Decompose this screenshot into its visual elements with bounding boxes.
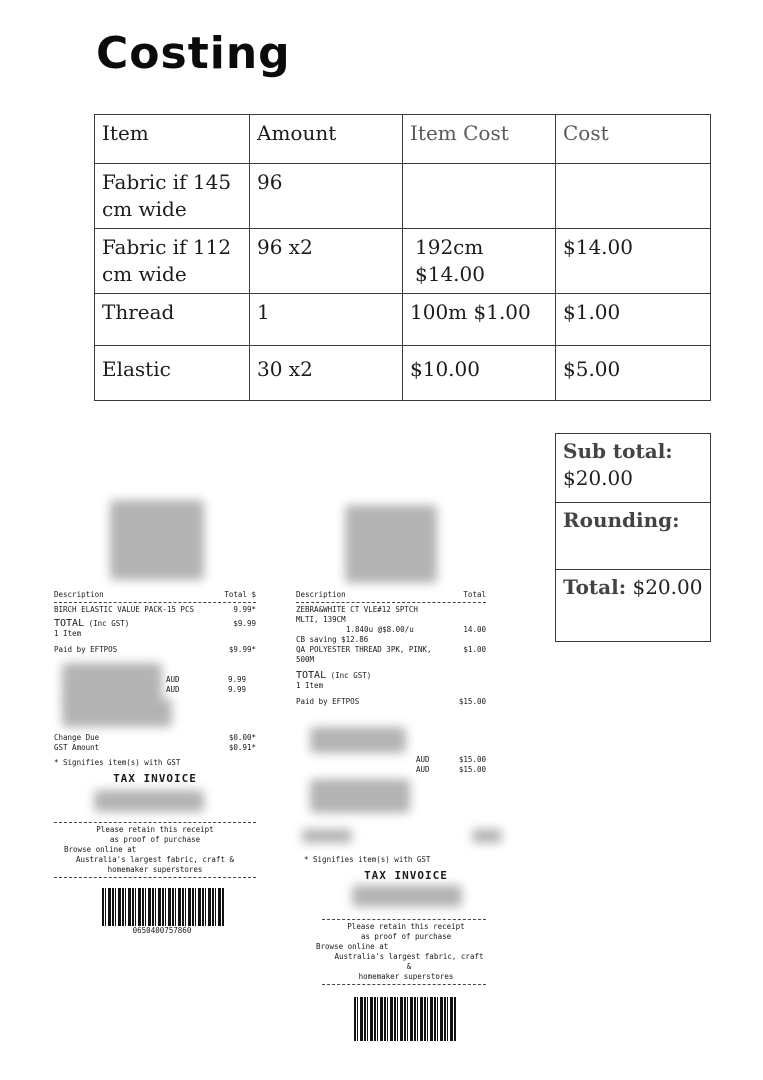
r2-col-total: Total — [463, 590, 486, 599]
r2-aud1: AUD — [416, 755, 430, 764]
r1-item-price: 9.99* — [233, 605, 256, 614]
subtotal-label: Sub total: — [563, 439, 673, 463]
r2-tax-invoice: TAX INVOICE — [364, 869, 448, 882]
r1-total-value: $9.99 — [233, 619, 256, 628]
r1-col-total: Total $ — [224, 590, 256, 599]
r2-item2: QA POLYESTER THREAD 3PK, PINK, — [296, 645, 432, 654]
r2-footer2: as proof of purchase — [360, 932, 452, 941]
divider — [54, 877, 256, 878]
blurred-terminal-id-left — [302, 829, 352, 843]
header-item-cost: Item Cost — [403, 115, 556, 164]
cell-item-cost — [403, 164, 556, 229]
divider — [322, 984, 486, 985]
table-row — [95, 229, 711, 294]
blurred-terminal-details — [62, 699, 172, 727]
header-amount: Amount — [250, 115, 403, 164]
cell-amount: 30 x2 — [250, 346, 403, 401]
r1-aud1: AUD — [166, 675, 180, 684]
r2-item1-qty: 1.840u @$8.00/u — [346, 625, 414, 634]
total-value: $20.00 — [632, 575, 703, 599]
cell-cost: $5.00 — [556, 346, 711, 401]
blurred-eftpos-details-2 — [310, 727, 406, 753]
cell-cost — [556, 164, 711, 229]
r1-footer2: as proof of purchase — [109, 835, 201, 844]
rounding-label: Rounding: — [563, 508, 680, 532]
blurred-store-address-1 — [94, 790, 204, 812]
subtotal-cell — [556, 434, 710, 503]
cell-item-cost: 192cm $14.00 — [403, 229, 556, 294]
total-label: Total: — [563, 575, 627, 599]
subtotal-value: $20.00 — [563, 466, 633, 490]
r2-item1-b: MLTI, 139CM — [296, 615, 346, 624]
cell-item-cost: 100m $1.00 — [403, 294, 556, 346]
cell-item: Thread — [95, 294, 250, 346]
r1-footer3: Browse online at — [64, 845, 137, 854]
blurred-terminal-details-2 — [310, 779, 410, 813]
r2-item-count: 1 Item — [296, 681, 324, 690]
r1-barcode-number: 0650400757860 — [132, 926, 192, 935]
r2-col-desc: Description — [296, 590, 346, 599]
table-header-row — [95, 115, 711, 164]
blurred-terminal-id-right — [472, 829, 502, 843]
divider — [322, 919, 486, 920]
cell-item: Elastic — [95, 346, 250, 401]
cell-item-cost: $10.00 — [403, 346, 556, 401]
page-title: Costing — [96, 28, 291, 79]
r1-aud2-value: 9.99 — [227, 685, 246, 694]
r1-total-label: TOTAL — [54, 618, 85, 629]
cell-amount: 1 — [250, 294, 403, 346]
summary-box — [555, 433, 711, 642]
r1-tax-invoice: TAX INVOICE — [113, 772, 197, 785]
r1-footer1: Please retain this receipt — [96, 825, 214, 834]
receipt-1 — [54, 590, 256, 936]
r1-footer4: Australia's largest fabric, craft & — [75, 855, 235, 864]
cell-amount: 96 x2 — [250, 229, 403, 294]
blurred-store-header-2 — [345, 505, 437, 583]
r2-aud2: AUD — [416, 765, 430, 774]
divider — [54, 822, 256, 823]
r2-signifies: * Signifies item(s) with GST — [304, 855, 431, 864]
table-row — [95, 294, 711, 346]
receipt-1-barcode — [102, 888, 224, 926]
r1-gst-value: $0.91* — [228, 743, 256, 752]
r1-item: BIRCH ELASTIC VALUE PACK-15 PCS — [54, 605, 194, 614]
r2-footer3: Browse online at — [316, 942, 389, 951]
cell-item: Fabric if 112 cm wide — [95, 229, 250, 294]
r2-footer1: Please retain this receipt — [347, 922, 465, 931]
r1-total-note: (Inc GST) — [88, 619, 130, 628]
r1-change-value: $0.00* — [228, 733, 256, 742]
r2-paid-value: $15.00 — [458, 697, 486, 706]
r1-gst-amount: GST Amount — [54, 743, 100, 752]
divider — [296, 602, 486, 603]
r1-change-due: Change Due — [54, 733, 100, 742]
r1-signifies: * Signifies item(s) with GST — [54, 758, 181, 767]
cell-amount: 96 — [250, 164, 403, 229]
divider — [54, 602, 256, 603]
blurred-store-header-1 — [110, 500, 204, 580]
r2-item2-b: 500M — [296, 655, 315, 664]
receipt-2-barcode — [354, 997, 456, 1041]
r2-item2-price: $1.00 — [463, 645, 486, 654]
r2-item1: ZEBRA&WHITE CT VLE#12 SPTCH — [296, 605, 418, 614]
r1-paid-value: $9.99* — [228, 645, 256, 654]
r1-item-count: 1 Item — [54, 629, 82, 638]
r2-paid-by: Paid by EFTPOS — [296, 697, 360, 706]
header-item: Item — [95, 115, 250, 164]
table-row — [95, 164, 711, 229]
cell-cost: $1.00 — [556, 294, 711, 346]
costing-table — [94, 114, 711, 401]
r1-aud1-value: 9.99 — [227, 675, 246, 684]
total-cell — [556, 570, 710, 641]
r2-footer5: homemaker superstores — [358, 972, 454, 981]
table-row — [95, 346, 711, 401]
receipt-2 — [296, 590, 486, 1041]
r1-aud2: AUD — [166, 685, 180, 694]
r2-aud2-value: $15.00 — [458, 765, 486, 774]
r2-total-label: TOTAL — [296, 670, 327, 681]
rounding-cell — [556, 503, 710, 570]
r2-saving: CB saving $12.86 — [296, 635, 369, 644]
cell-item: Fabric if 145 cm wide — [95, 164, 250, 229]
r1-footer5: homemaker superstores — [107, 865, 203, 874]
r1-paid-by: Paid by EFTPOS — [54, 645, 118, 654]
blurred-store-address-2 — [352, 885, 462, 907]
r2-total-note: (Inc GST) — [330, 671, 372, 680]
r2-footer4: Australia's largest fabric, craft & — [334, 952, 484, 971]
header-cost: Cost — [556, 115, 711, 164]
cell-cost: $14.00 — [556, 229, 711, 294]
r1-col-desc: Description — [54, 590, 104, 599]
r2-item1-price: 14.00 — [463, 625, 486, 634]
r2-aud1-value: $15.00 — [458, 755, 486, 764]
